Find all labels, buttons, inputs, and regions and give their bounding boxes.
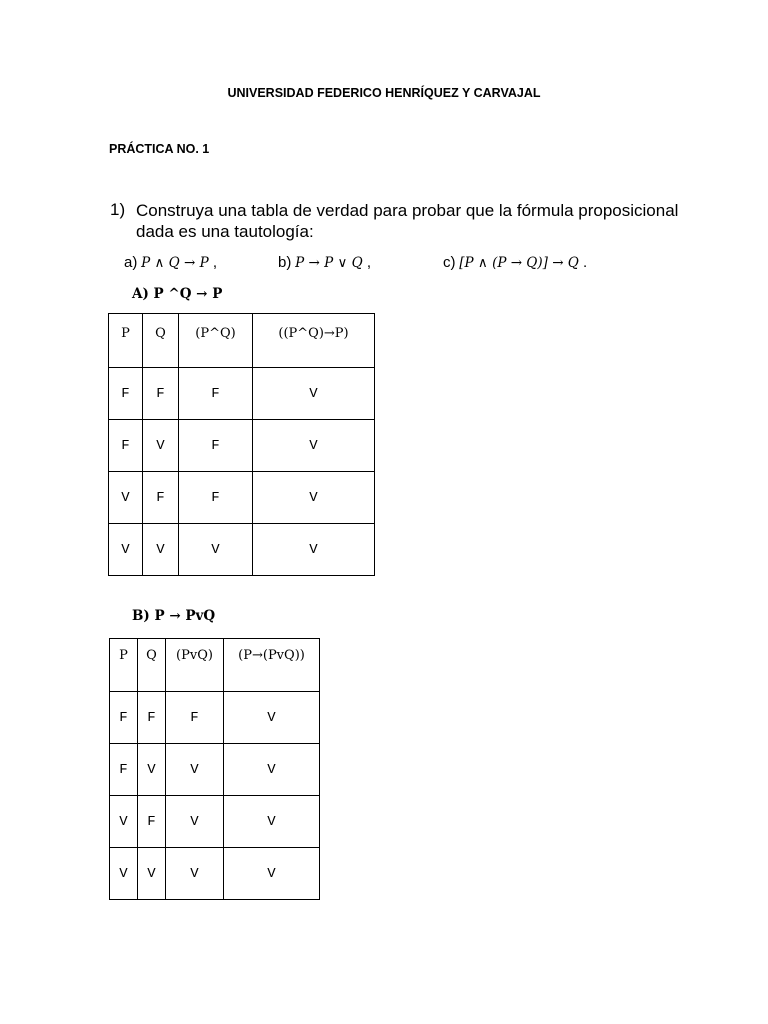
table-cell: F	[179, 420, 253, 472]
option-b-formula: P → P ∨ Q	[295, 255, 363, 271]
practice-title: PRÁCTICA NO. 1	[109, 142, 210, 156]
option-c-suffix: .	[578, 254, 588, 271]
header-cell: P	[110, 639, 138, 692]
table-cell: V	[143, 524, 179, 576]
table-cell: V	[138, 744, 166, 796]
table-cell: V	[253, 420, 375, 472]
header-cell: ((P^Q)→P)	[253, 314, 375, 368]
table-row	[110, 848, 320, 900]
table-cell: V	[224, 744, 320, 796]
table-header-row	[110, 639, 320, 692]
header-cell: P	[109, 314, 143, 368]
question-text: Construya una tabla de verdad para probar que la fórmula proposicional dada es una tautología:	[136, 201, 679, 241]
table-cell: V	[110, 848, 138, 900]
table-cell: F	[109, 420, 143, 472]
option-c-formula: [P ∧ (P → Q)] → Q	[459, 255, 579, 271]
table-cell: V	[166, 744, 224, 796]
table-cell: F	[179, 472, 253, 524]
option-c	[443, 254, 587, 272]
question-number: 1)	[110, 200, 126, 219]
table-row	[110, 796, 320, 848]
table-header-row	[109, 314, 375, 368]
option-b-label: b)	[278, 254, 292, 271]
table-cell: F	[138, 796, 166, 848]
table-cell: F	[179, 368, 253, 420]
table-cell: V	[143, 420, 179, 472]
table-cell: V	[224, 848, 320, 900]
option-b-suffix: ,	[362, 254, 372, 271]
table-cell: F	[110, 692, 138, 744]
table-row	[109, 420, 375, 472]
header-cell: Q	[138, 639, 166, 692]
table-cell: V	[253, 524, 375, 576]
table-cell: V	[166, 848, 224, 900]
table-row	[109, 472, 375, 524]
truth-table-a	[108, 313, 375, 576]
table-row	[109, 368, 375, 420]
header-cell: Q	[143, 314, 179, 368]
table-cell: F	[143, 368, 179, 420]
option-a-label: a)	[124, 254, 138, 271]
header-cell: (PvQ)	[166, 639, 224, 692]
table-cell: F	[138, 692, 166, 744]
table-cell: V	[224, 692, 320, 744]
option-c-label: c)	[443, 254, 456, 271]
table-cell: V	[253, 368, 375, 420]
table-cell: F	[143, 472, 179, 524]
table-cell: V	[110, 796, 138, 848]
truth-table-b	[109, 638, 320, 900]
header-cell: (P→(PvQ))	[224, 639, 320, 692]
table-cell: V	[179, 524, 253, 576]
option-a-suffix: ,	[208, 254, 218, 271]
table-cell: F	[166, 692, 224, 744]
university-title: UNIVERSIDAD FEDERICO HENRÍQUEZ Y CARVAJAL	[227, 86, 541, 100]
section-a-title: A) P ^Q → P	[132, 286, 223, 302]
table-cell: V	[138, 848, 166, 900]
table-cell: V	[109, 472, 143, 524]
table-row	[110, 744, 320, 796]
section-b-title: B) P → PvQ	[132, 608, 216, 624]
header-cell: (P^Q)	[179, 314, 253, 368]
table-cell: F	[109, 368, 143, 420]
table-row	[109, 524, 375, 576]
option-a-formula: P ∧ Q → P	[141, 255, 209, 271]
table-row	[110, 692, 320, 744]
table-cell: V	[224, 796, 320, 848]
table-cell: F	[110, 744, 138, 796]
table-cell: V	[109, 524, 143, 576]
option-a	[124, 254, 217, 272]
option-b	[278, 254, 371, 272]
table-cell: V	[253, 472, 375, 524]
table-cell: V	[166, 796, 224, 848]
